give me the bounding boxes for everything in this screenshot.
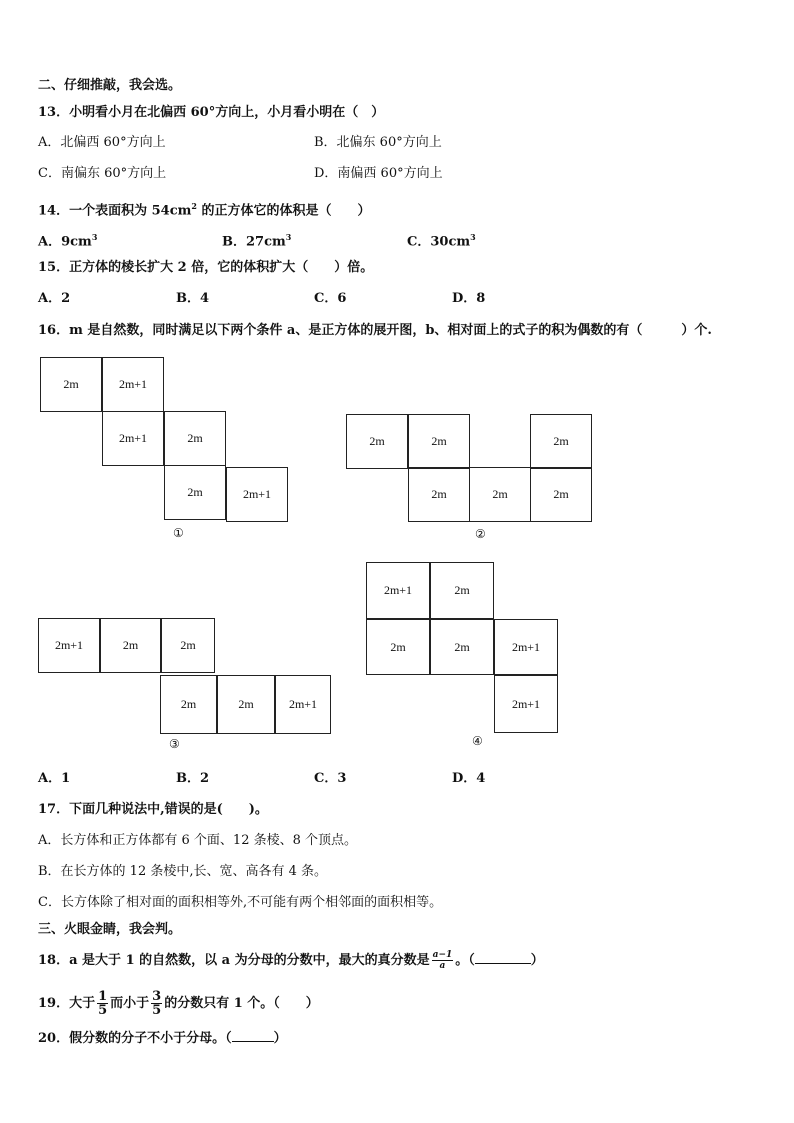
fraction: $\frac{a-1}{a}$ bbox=[432, 950, 453, 971]
q17-option-a: A．长方体和正方体都有 6 个面、12 条棱、8 个顶点。 bbox=[38, 833, 358, 848]
q13-option-b: B．北偏东 60°方向上 bbox=[314, 135, 442, 150]
net4-label: ④ bbox=[472, 734, 483, 748]
q17-option-c: C．长方体除了相对面的面积相等外,不可能有两个相邻面的面积相等。 bbox=[38, 895, 443, 910]
q19-stem: 19．大于 $\frac{1}{5}$ 而小于 $\frac{3}{5}$ 的分数只有 1 个。（ ） bbox=[38, 989, 319, 1018]
net3-face: 2m+1 bbox=[275, 675, 331, 734]
q15-stem: 15．正方体的棱长扩大 2 倍，它的体积扩大（ ）倍。 bbox=[38, 260, 374, 275]
q13-option-a: A．北偏西 60°方向上 bbox=[38, 135, 166, 150]
net2-face: 2m bbox=[469, 467, 531, 522]
q13-option-d: D．南偏西 60°方向上 bbox=[314, 166, 443, 181]
net2-label: ② bbox=[475, 527, 486, 541]
q13-stem: 13．小明看小月在北偏西 60°方向上，小月看小明在（ ） bbox=[38, 105, 385, 120]
net4-face: 2m bbox=[430, 562, 494, 619]
net4-face: 2m bbox=[430, 619, 494, 675]
answer-blank[interactable] bbox=[475, 951, 531, 964]
net2-face: 2m bbox=[530, 467, 592, 522]
q14-stem: 14．一个表面积为 $54cm^2$ 的正方体它的体积是（ ） bbox=[38, 201, 371, 219]
q16-option-b: B．2 bbox=[176, 771, 210, 786]
net1-face: 2m bbox=[40, 357, 102, 412]
q15-option-a: A．2 bbox=[38, 291, 71, 306]
q16-option-a: A．1 bbox=[38, 771, 71, 786]
q16-option-c: C．3 bbox=[314, 771, 347, 786]
net2-face: 2m bbox=[346, 414, 408, 469]
q17-stem: 17．下面几种说法中,错误的是( )。 bbox=[38, 802, 268, 817]
net3-face: 2m bbox=[161, 618, 215, 673]
q16-stem: 16．m 是自然数，同时满足以下两个条件 a、是正方体的展开图，b、相对面上的式子的积为偶数的有（ ）个. bbox=[38, 323, 712, 338]
net4-face: 2m+1 bbox=[366, 562, 430, 619]
q14-option-c: C．$30cm^3$ bbox=[407, 232, 476, 250]
q15-option-d: D．8 bbox=[452, 291, 486, 306]
fraction: $\frac{1}{5}$ bbox=[98, 989, 108, 1018]
net1-label: ① bbox=[173, 526, 184, 540]
section-2-heading: 二、仔细推敲，我会选。 bbox=[38, 78, 182, 93]
q15-option-b: B．4 bbox=[176, 291, 210, 306]
q17-option-b: B．在长方体的 12 条棱中,长、宽、高各有 4 条。 bbox=[38, 864, 328, 879]
net2-face: 2m bbox=[530, 414, 592, 469]
net3-face: 2m bbox=[217, 675, 275, 734]
net4-face: 2m+1 bbox=[494, 619, 558, 675]
answer-blank[interactable] bbox=[232, 1029, 274, 1042]
fraction: $\frac{3}{5}$ bbox=[152, 989, 162, 1018]
net3-face: 2m+1 bbox=[38, 618, 100, 673]
net2-face: 2m bbox=[408, 414, 470, 469]
net4-face: 2m+1 bbox=[494, 675, 558, 733]
net1-face: 2m bbox=[164, 465, 226, 520]
net1-face: 2m+1 bbox=[102, 411, 164, 466]
q13-option-c: C．南偏东 60°方向上 bbox=[38, 166, 167, 181]
net1-face: 2m+1 bbox=[102, 357, 164, 412]
net3-label: ③ bbox=[169, 737, 180, 751]
net1-face: 2m+1 bbox=[226, 467, 288, 522]
section-3-heading: 三、火眼金睛，我会判。 bbox=[38, 922, 182, 937]
net1-face: 2m bbox=[164, 411, 226, 466]
q14-option-a: A．$9cm^3$ bbox=[38, 232, 98, 250]
net2-face: 2m bbox=[408, 467, 470, 522]
q20-stem: 20．假分数的分子不小于分母。（ ） bbox=[38, 1031, 287, 1046]
net3-face: 2m bbox=[100, 618, 161, 673]
net4-face: 2m bbox=[366, 619, 430, 675]
net3-face: 2m bbox=[160, 675, 217, 734]
q14-option-b: B．$27cm^3$ bbox=[222, 232, 292, 250]
q15-option-c: C．6 bbox=[314, 291, 347, 306]
q16-option-d: D．4 bbox=[452, 771, 486, 786]
q18-stem: 18．a 是大于 1 的自然数，以 a 为分母的分数中，最大的真分数是 $\frac{a-1}{a}$ 。（ ） bbox=[38, 950, 544, 971]
